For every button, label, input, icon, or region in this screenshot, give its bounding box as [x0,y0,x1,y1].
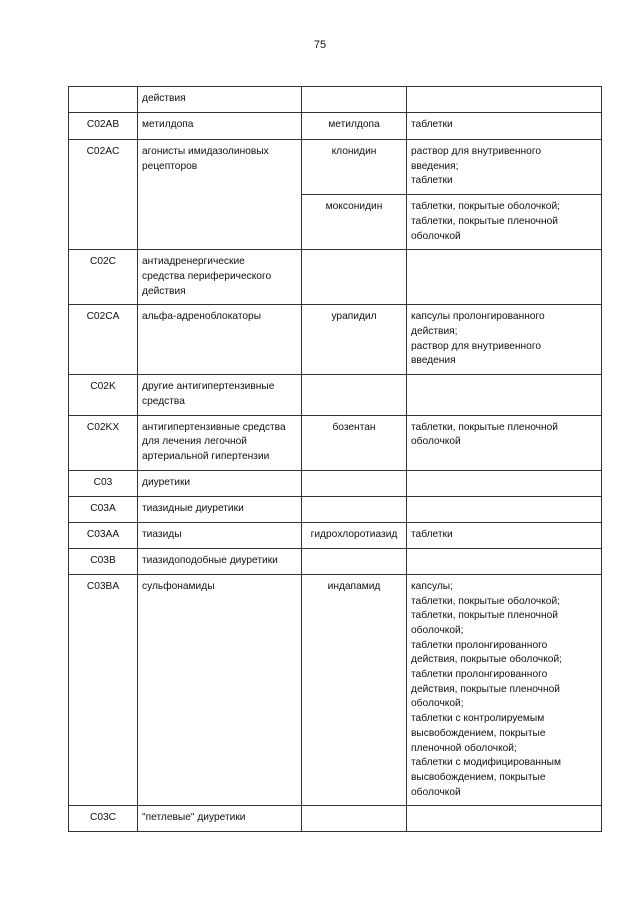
drug-name-cell [302,87,407,113]
atc-code-cell: C02CA [69,305,138,375]
dosage-form-cell [407,806,602,832]
group-name-cell: антиадренергические средства периферического действия [138,250,302,305]
drug-name-cell: гидрохлоротиазид [302,522,407,548]
dosage-form-cell: раствор для внутривенного введения; таблетки [407,140,602,195]
atc-code-cell: C03 [69,470,138,496]
table-row [69,113,602,140]
group-name-cell: альфа-адреноблокаторы [138,305,302,375]
table-row [69,470,602,496]
drug-name-cell [302,548,407,574]
atc-code-cell: C03A [69,496,138,522]
drug-name-cell [302,250,407,305]
group-name-cell: тиазидные диуретики [138,496,302,522]
table-row [69,806,602,832]
drug-name-cell: метилдопа [302,113,407,140]
table-row [69,87,602,113]
group-name-cell: метилдопа [138,113,302,140]
drug-name-cell: бозентан [302,415,407,470]
table-row [69,496,602,522]
table-row [69,522,602,548]
table-row [69,195,602,250]
group-name-cell: сульфонамиды [138,574,302,806]
drug-name-cell [302,806,407,832]
group-name-cell: тиазиды [138,522,302,548]
table-row [69,375,602,415]
dosage-form-cell: капсулы; таблетки, покрытые оболочкой; таблетки, покрытые пленочной оболочкой; таблетки пролонгированного действия, покрытые оболочкой; таблетки пролонгированного действия, покрытые пленочной оболочкой; таблетки с контролируемым высвобождением, покрытые пленочной оболочкой; таблетки с модифицированным высвобождением, покрытые оболочкой [407,574,602,806]
drug-name-cell [302,375,407,415]
group-name-cell: диуретики [138,470,302,496]
dosage-form-cell [407,250,602,305]
group-name-cell: действия [138,87,302,113]
atc-code-cell: C03C [69,806,138,832]
drug-name-cell: моксонидин [302,195,407,250]
table-row [69,250,602,305]
drug-name-cell [302,470,407,496]
drug-name-cell: индапамид [302,574,407,806]
dosage-form-cell [407,87,602,113]
dosage-form-cell [407,375,602,415]
atc-code-cell: C02AB [69,113,138,140]
drug-name-cell: клонидин [302,140,407,195]
table-row [69,548,602,574]
group-name-cell: "петлевые" диуретики [138,806,302,832]
drug-name-cell [302,496,407,522]
dosage-form-cell: таблетки [407,113,602,140]
group-name-cell: антигипертензивные средства для лечения легочной артериальной гипертензии [138,415,302,470]
dosage-form-cell: капсулы пролонгированного действия; раствор для внутривенного введения [407,305,602,375]
dosage-form-cell [407,470,602,496]
dosage-form-cell [407,548,602,574]
atc-code-cell [69,195,138,250]
group-name-cell [138,195,302,250]
dosage-form-cell: таблетки, покрытые пленочной оболочкой [407,415,602,470]
dosage-form-cell: таблетки [407,522,602,548]
atc-code-cell: C03AA [69,522,138,548]
group-name-cell: тиазидоподобные диуретики [138,548,302,574]
page-number: 75 [313,39,327,51]
group-name-cell: другие антигипертензивные средства [138,375,302,415]
atc-code-cell: C02AC [69,140,138,195]
atc-code-cell: C03BA [69,574,138,806]
table-row [69,305,602,375]
dosage-form-cell [407,496,602,522]
table-row [69,574,602,806]
group-name-cell: агонисты имидазолиновых рецепторов [138,140,302,195]
atc-code-cell: C03B [69,548,138,574]
atc-code-cell: C02K [69,375,138,415]
drug-name-cell: урапидил [302,305,407,375]
table-row [69,140,602,195]
drug-table [68,86,602,832]
atc-code-cell [69,87,138,113]
table-row [69,415,602,470]
dosage-form-cell: таблетки, покрытые оболочкой; таблетки, покрытые пленочной оболочкой [407,195,602,250]
atc-code-cell: C02KX [69,415,138,470]
atc-code-cell: C02C [69,250,138,305]
